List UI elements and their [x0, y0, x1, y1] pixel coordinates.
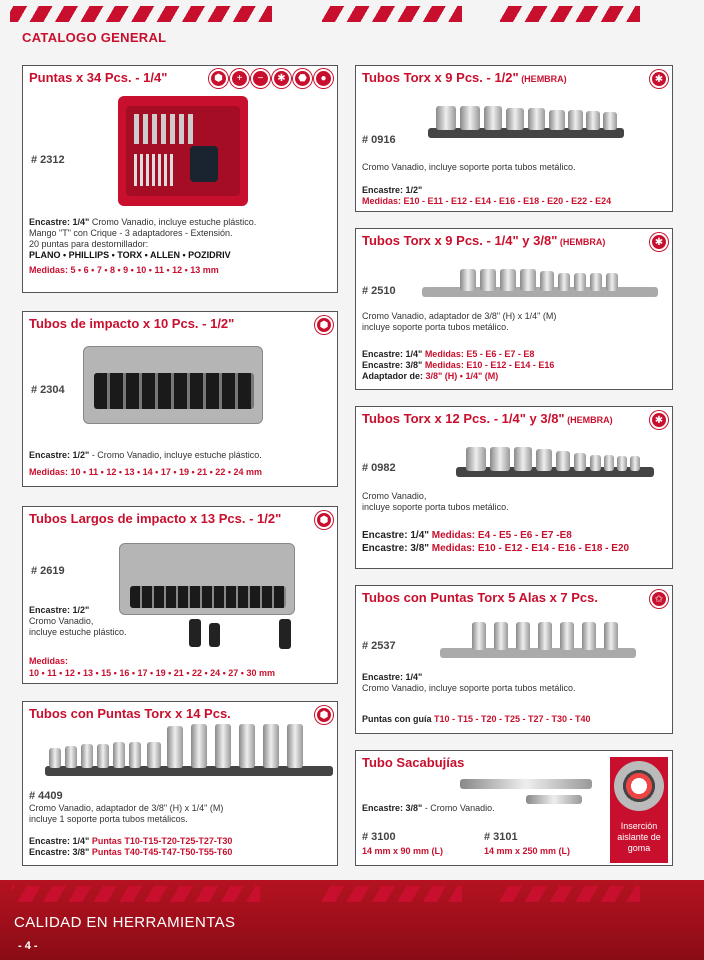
product-card-2619	[22, 506, 338, 684]
product-image-impact-case	[83, 346, 263, 424]
tips: T10 - T15 - T20 - T25 - T27 - T30 - T40	[431, 714, 591, 724]
bit-types: PLANO • PHILLIPS • TORX • ALLEN • POZIDRIV	[29, 250, 231, 260]
product-code: # 4409	[29, 790, 63, 802]
torx-socket	[484, 106, 502, 130]
product-code: # 0982	[362, 462, 396, 474]
torx-socket	[574, 273, 586, 291]
adapter-size: 3/8" (H) • 1/4" (M)	[423, 371, 499, 381]
torx-socket	[586, 111, 600, 130]
hex-icon: ⬣	[293, 69, 312, 88]
rail-text: incluye soporte porta tubos metálico.	[362, 322, 509, 332]
product-code: # 2304	[31, 384, 65, 396]
bit-socket	[263, 724, 279, 768]
description	[29, 217, 329, 279]
bit-socket	[538, 622, 552, 650]
torx-socket	[506, 108, 524, 130]
bit-socket	[97, 744, 109, 768]
card-title: Tubos de impacto x 10 Pcs. - 1/2"	[29, 316, 235, 331]
bit-socket	[494, 622, 508, 650]
torx-socket	[466, 447, 486, 471]
hex-icon: ⬢	[315, 511, 333, 529]
encastre-label: Encastre: 1/2"	[29, 605, 90, 615]
header-stripes-left	[10, 6, 272, 22]
torx-socket	[436, 106, 456, 130]
case-text: incluye estuche plástico.	[29, 627, 127, 637]
encastre-label: Encastre: 1/4"	[29, 217, 90, 227]
material-text: Cromo Vanadio, incluye soporte porta tubos metálico.	[362, 683, 576, 693]
description	[362, 311, 668, 333]
material-text: Cromo Vanadio, adaptador de 3/8" (H) x 1/4" (M)	[29, 803, 224, 813]
torx-socket	[606, 273, 618, 291]
bit-socket	[129, 742, 141, 768]
torx-socket	[590, 455, 601, 471]
product-code-3101: # 3101	[484, 831, 518, 843]
tips: Puntas T10-T15-T20-T25-T27-T30	[89, 836, 233, 846]
torx-socket	[514, 447, 532, 471]
product-code-3100: # 3100	[362, 831, 396, 843]
sizes: Medidas: E4 - E5 - E6 - E7 -E8	[429, 530, 572, 541]
material-text: - Cromo Vanadio.	[422, 803, 495, 813]
product-card-2312	[22, 65, 338, 293]
bit-socket	[582, 622, 596, 650]
bits-text: 20 puntas para destornillador:	[29, 239, 149, 249]
torx-socket	[460, 106, 480, 130]
sizes: Medidas: E10 - E12 - E14 - E16 - E18 - E20	[429, 543, 630, 554]
product-card-0916	[355, 65, 673, 212]
tips: Puntas T40-T45-T47-T50-T55-T60	[89, 847, 233, 857]
card-title: Puntas x 34 Pcs. - 1/4"	[29, 70, 168, 85]
encastre-label: Encastre: 1/2"	[29, 450, 90, 460]
sizes: Medidas: E5 - E6 - E7 - E8	[422, 349, 535, 359]
encastre-label: Encastre: 1/2"	[362, 185, 423, 195]
torx-socket	[617, 456, 627, 471]
circle-icon: ●	[314, 69, 333, 88]
description	[362, 491, 668, 513]
title-sub: (HEMBRA)	[557, 237, 606, 247]
encastre-label: Encastre: 1/4"	[362, 672, 423, 682]
description	[29, 803, 329, 825]
tips-details	[362, 714, 672, 725]
rail-text: incluye soporte porta tubos metálico.	[362, 502, 509, 512]
rubber-insert-panel	[610, 757, 668, 863]
material-text: Cromo Vanadio,	[362, 491, 427, 501]
product-card-3100	[355, 750, 673, 866]
torx-socket	[536, 449, 552, 471]
sizes: Medidas: 10 • 11 • 12 • 13 • 14 • 17 • 19 • 21 • 22 • 24 mm	[29, 467, 262, 477]
description	[29, 605, 179, 638]
torx-socket	[549, 110, 565, 130]
header-stripes-mid	[322, 6, 462, 22]
card-title: Tubo Sacabujías	[362, 755, 465, 770]
torx-socket	[604, 455, 614, 471]
bit-socket	[49, 748, 61, 768]
bit-socket	[81, 744, 93, 768]
bit-socket	[65, 746, 77, 768]
bit-socket	[472, 622, 486, 650]
bit-socket	[191, 724, 207, 768]
bit-socket	[560, 622, 574, 650]
encastre-details	[29, 836, 329, 858]
minus-icon: −	[251, 69, 270, 88]
card-title: Tubos con Puntas Torx 5 Alas x 7 Pcs.	[362, 590, 598, 605]
product-card-4409	[22, 701, 338, 866]
sizes: 10 • 11 • 12 • 13 • 15 • 16 • 17 • 19 • 21 • 22 • 24 • 27 • 30 mm	[29, 668, 275, 678]
torx-socket	[590, 273, 602, 291]
title-sub: (HEMBRA)	[518, 74, 567, 84]
product-image-spark-plug-socket-short	[526, 795, 582, 804]
torx-socket	[500, 269, 516, 291]
star-icon: ✩	[650, 590, 668, 608]
accessories-text: Mango "T" con Crique - 3 adaptadores - Extensión.	[29, 228, 233, 238]
torx-socket	[460, 269, 476, 291]
footer-stripes-left	[12, 886, 260, 902]
torx-socket	[540, 271, 554, 291]
material-text: Cromo Vanadio, adaptador de 3/8" (H) x 1/4" (M)	[362, 311, 557, 321]
encastre-label: Encastre: 3/8"	[362, 360, 423, 370]
long-socket	[209, 623, 220, 647]
encastre-label: Encastre: 3/8"	[29, 847, 90, 857]
torx-socket	[520, 269, 536, 291]
material-text: Cromo Vanadio, incluye soporte porta tubos metálico.	[362, 162, 576, 172]
product-code: # 2510	[362, 285, 396, 297]
bit-socket	[167, 726, 183, 768]
sizes: Medidas: E10 - E11 - E12 - E14 - E16 - E18 - E20 - E22 - E24	[362, 196, 612, 206]
product-card-2304	[22, 311, 338, 487]
hex-icon: ⬢	[315, 316, 333, 334]
bit-socket	[147, 742, 161, 768]
torx-icon: ✱	[272, 69, 291, 88]
size-3100: 14 mm x 90 mm (L)	[362, 846, 444, 856]
sizes: Medidas: 5 • 6 • 7 • 8 • 9 • 10 • 11 • 12 • 13 mm	[29, 265, 219, 275]
torx-socket	[528, 108, 545, 130]
encastre-details	[362, 185, 668, 207]
torx-socket	[480, 269, 496, 291]
size-3101: 14 mm x 250 mm (L)	[484, 846, 571, 856]
torx-socket	[490, 447, 510, 471]
product-code: # 2537	[362, 640, 396, 652]
adapter-label: Adaptador de:	[362, 371, 424, 381]
material-text: - Cromo Vanadio, incluye estuche plástico.	[89, 450, 262, 460]
title-sub: (HEMBRA)	[564, 415, 613, 425]
bit-socket	[113, 742, 125, 768]
product-card-2510	[355, 228, 673, 390]
material-text: Cromo Vanadio,	[29, 616, 94, 626]
card-title	[362, 233, 605, 248]
bit-socket	[239, 724, 255, 768]
encastre-label: Encastre: 1/4"	[362, 530, 429, 541]
product-image-spark-plug-socket-long	[460, 779, 592, 789]
catalog-title: CATALOGO GENERAL	[22, 30, 167, 45]
torx-icon: ✱	[650, 70, 668, 88]
plus-icon: +	[230, 69, 249, 88]
rail-text: incluye 1 soporte porta tubos metálicos.	[29, 814, 188, 824]
description	[362, 672, 668, 694]
sizes-label: Medidas:	[29, 656, 69, 666]
torx-socket	[568, 110, 583, 130]
rubber-insert-image	[614, 761, 664, 811]
card-title: Tubos Largos de impacto x 13 Pcs. - 1/2"	[29, 511, 282, 526]
hex-icon: ⬢	[209, 69, 228, 88]
material-text: Cromo Vanadio, incluye estuche plástico.	[89, 217, 257, 227]
torx-icon: ✱	[650, 411, 668, 429]
card-title: Tubos con Puntas Torx x 14 Pcs.	[29, 706, 231, 721]
long-socket	[189, 619, 201, 647]
product-card-0982	[355, 406, 673, 569]
title-text: Tubos Torx x 9 Pcs. - 1/4" y 3/8"	[362, 233, 558, 248]
product-image-bit-case	[118, 96, 248, 206]
sizes: Medidas: E10 - E12 - E14 - E16	[422, 360, 555, 370]
torx-socket	[556, 451, 570, 471]
long-socket	[279, 619, 291, 649]
encastre-label: Encastre: 1/4"	[29, 836, 90, 846]
footer-title: CALIDAD EN HERRAMIENTAS	[14, 914, 236, 931]
title-text: Tubos Torx x 9 Pcs. - 1/2"	[362, 70, 519, 85]
card-title	[362, 70, 567, 85]
footer-stripes-right	[500, 886, 640, 902]
tip-type-icons	[209, 69, 333, 88]
bit-socket	[215, 724, 231, 768]
encastre-label: Encastre: 1/4"	[362, 349, 423, 359]
product-code: # 2312	[31, 154, 65, 166]
torx-socket	[558, 273, 570, 291]
encastre-details	[362, 349, 668, 382]
title-text: Tubos Torx x 12 Pcs. - 1/4" y 3/8"	[362, 411, 565, 426]
encastre-label: Encastre: 3/8"	[362, 803, 423, 813]
page-number: - 4 -	[18, 940, 38, 952]
torx-socket	[630, 456, 640, 471]
hex-icon: ⬢	[315, 706, 333, 724]
product-code: # 2619	[31, 565, 65, 577]
torx-socket	[574, 453, 586, 471]
bit-socket	[604, 622, 618, 650]
bit-socket	[516, 622, 530, 650]
card-title	[362, 411, 613, 426]
product-card-2537	[355, 585, 673, 734]
insert-caption: Inserción aislante de goma	[617, 821, 661, 853]
bit-socket	[287, 724, 303, 768]
header-stripes-right	[500, 6, 640, 22]
encastre-label: Encastre: 3/8"	[362, 543, 429, 554]
encastre-details	[362, 529, 672, 555]
torx-socket	[603, 112, 617, 130]
description	[29, 450, 329, 483]
torx-icon: ✱	[650, 233, 668, 251]
description	[362, 803, 522, 814]
tips-label: Puntas con guía	[362, 714, 432, 724]
footer-stripes-mid	[322, 886, 462, 902]
product-code: # 0916	[362, 134, 396, 146]
